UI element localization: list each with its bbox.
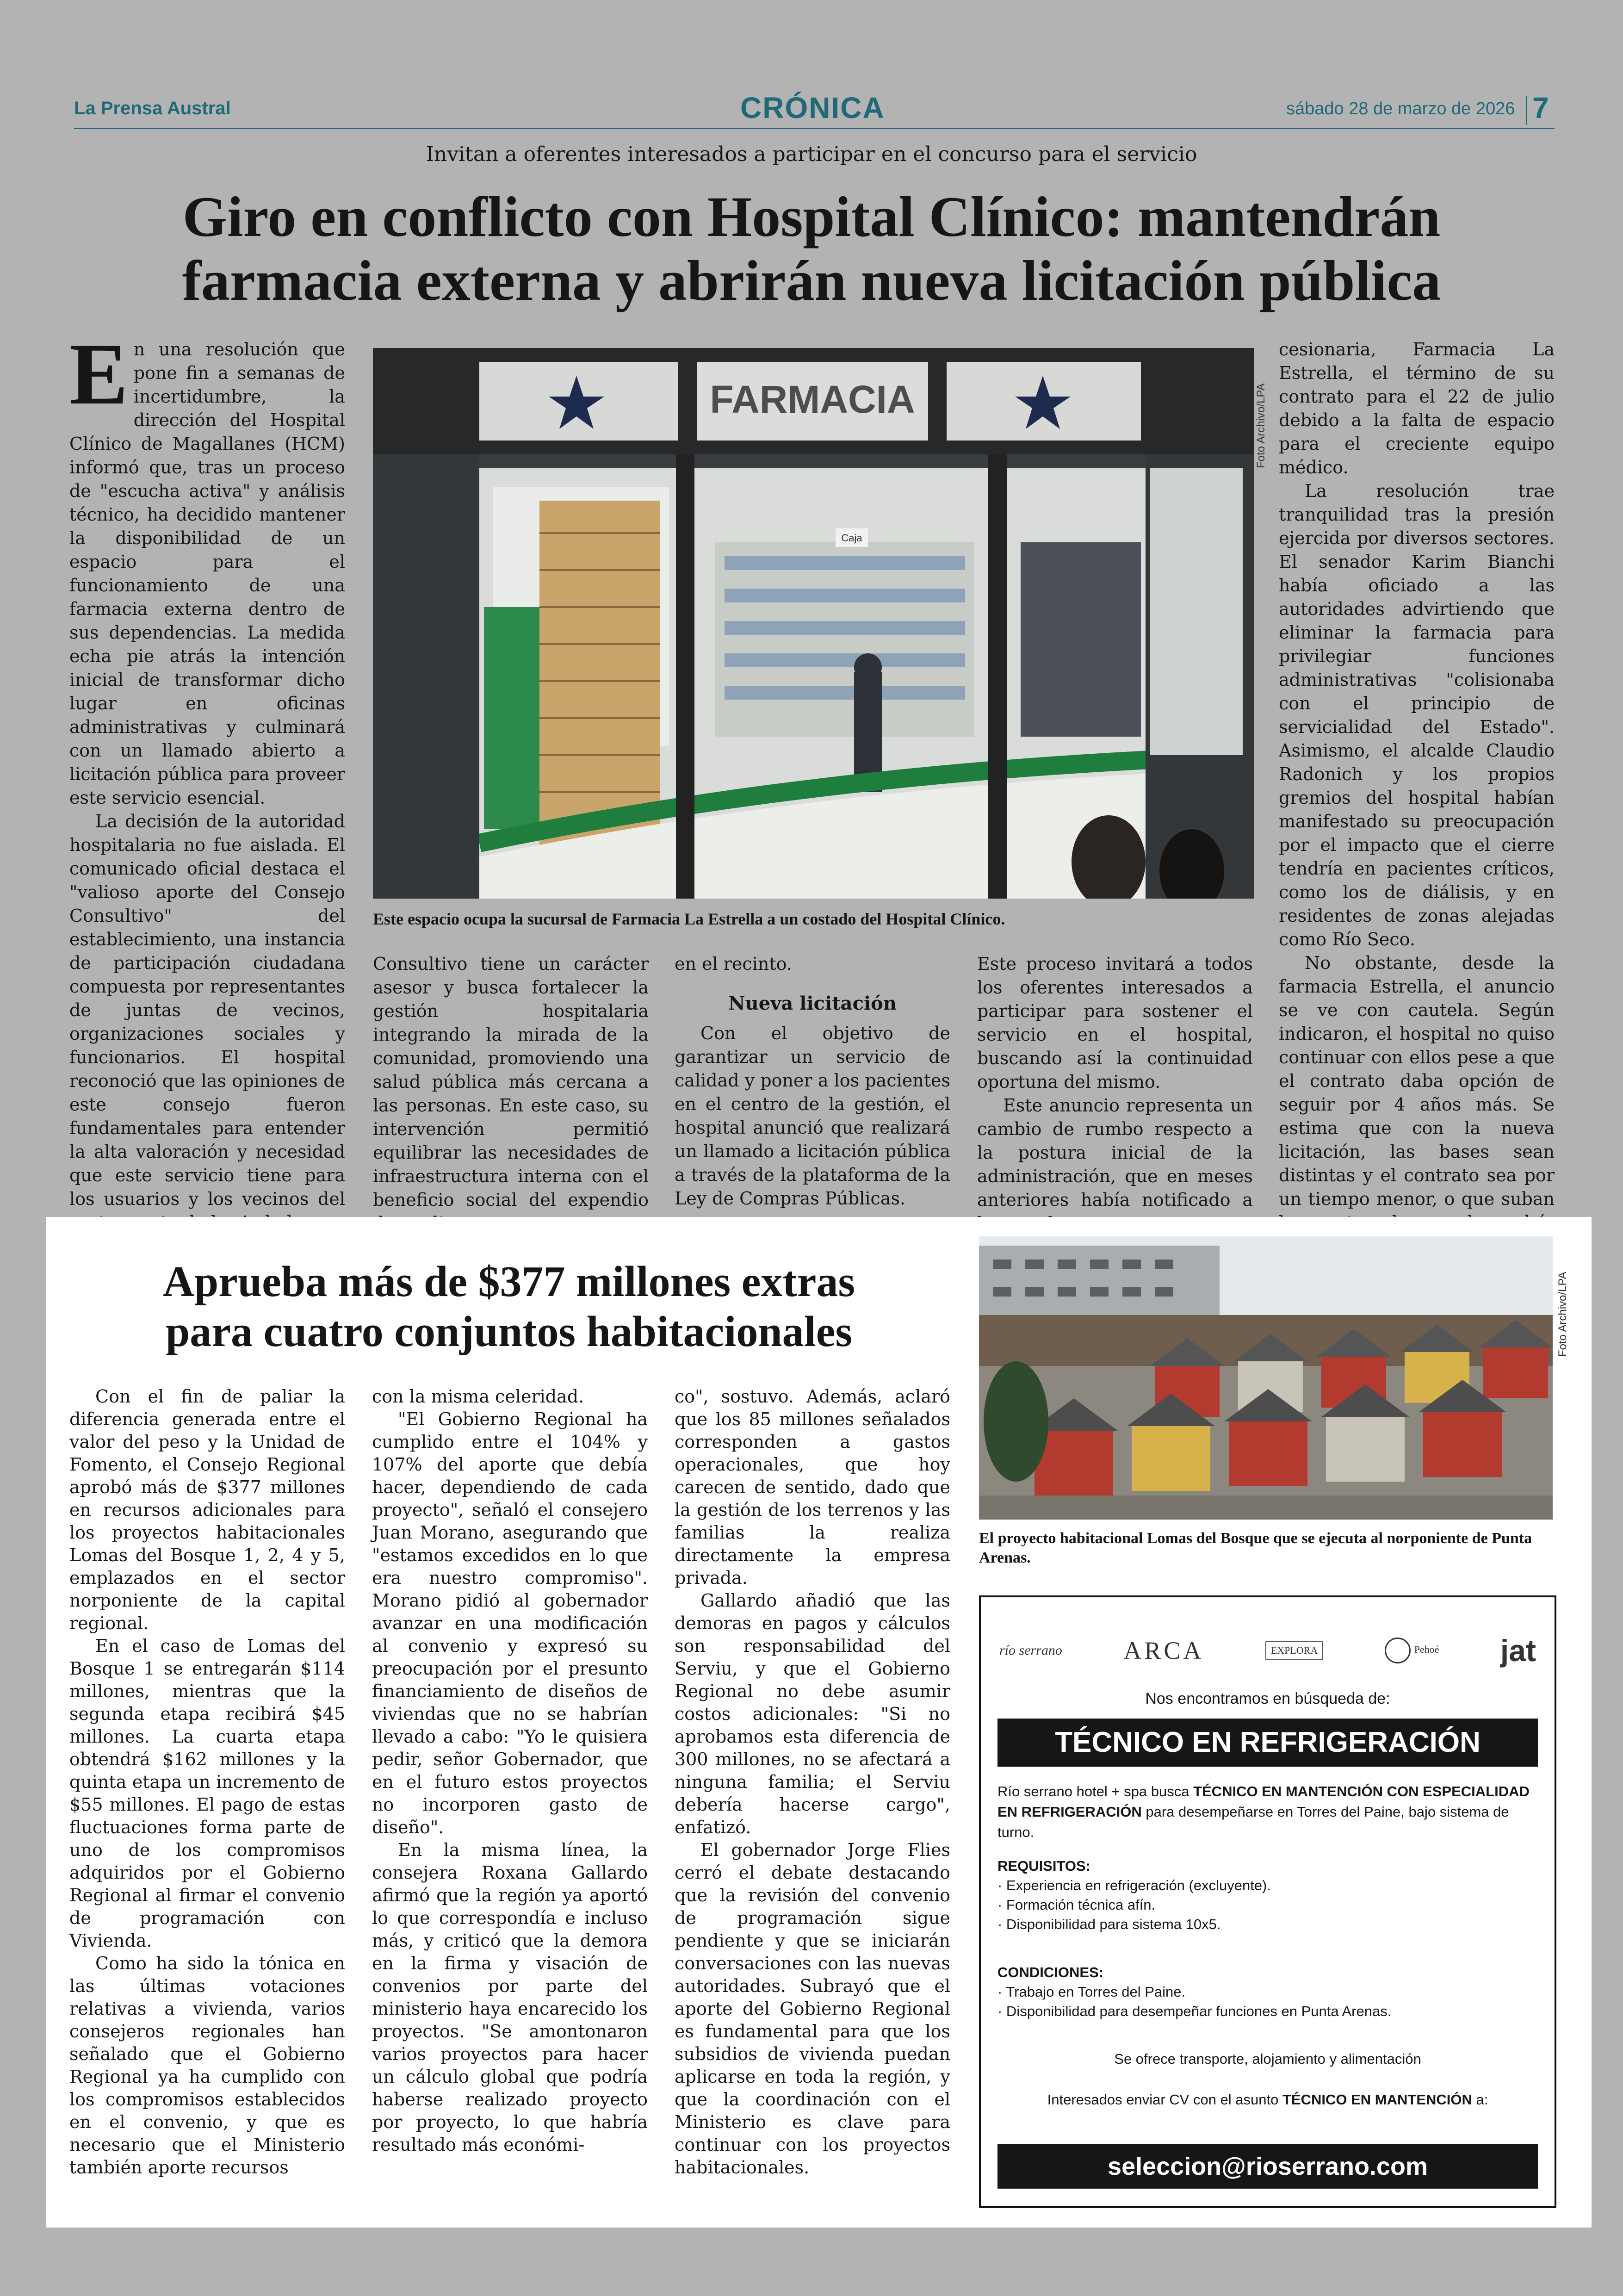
- headline-line-1: Giro en conflicto con Hospital Clínico: mantendrán: [182, 185, 1441, 248]
- explora-logo: EXPLORA: [1265, 1641, 1323, 1660]
- article2-paragraph: co", sostuvo. Además, aclaró que los 85 millones señalados corresponden a gastos operacionales, que hoy carecen de sentido, dado que la gestión de los terrenos y las familias la realiza directamente la empresa privada.: [675, 1386, 950, 1588]
- article1-column-5: [1279, 338, 1555, 1217]
- article2-paragraph: Gallardo añadió que las demoras en pagos y cálculos son responsabilidad del Serviu, y que el Gobierno Regional no debe asumir costos adicionales: "Si no aprobamos esta diferencia de 300 millones, no se afectará a ninguna familia; el Serviu debería hacerse cargo", enfatizó.: [675, 1590, 950, 1837]
- condition-item: · Trabajo en Torres del Paine.: [997, 1984, 1186, 2000]
- article-headline: [93, 185, 1530, 313]
- article2-column-1: [69, 1385, 345, 2214]
- condition-item: · Disponibilidad para desempeñar funciones en Punta Arenas.: [997, 2003, 1392, 2019]
- housing-headline: [139, 1257, 879, 1357]
- article2-paragraph: En la misma línea, la consejera Roxana Gallardo afirmó que la región ya aportó lo que correspondía e incluso más, y criticó que la demora en la firma y visación de convenios por parte del ministerio haya encarecido los proyectos. "Se amontonaron varios proyectos para hacer un cálculo global que podría haberse realizado proyecto por proyecto, lo que habría resultado más económi-: [372, 1840, 648, 2155]
- article2-paragraph: En el caso de Lomas del Bosque 1 se entregarán $114 millones, mientras que la segunda etapa recibirá $45 millones. La cuarta etapa obtendrá $162 millones y la quinta etapa un incremento de $55 millones. El pago de estas fluctuaciones forma parte de uno de los compromisos adquiridos por el Gobierno Regional al firmar el convenio de programación con Vivienda.: [69, 1636, 345, 1951]
- conditions-title: CONDICIONES:: [997, 1964, 1104, 1980]
- ad-requirements: [997, 1856, 1538, 1934]
- article1-paragraph: La resolución trae tranquilidad tras la presión ejercida por diversos sectores. El senador Karim Bianchi había oficiado a las autoridades advirtiendo que eliminar la farmacia para privilegiar funciones administrativas "colisionaba con el principio de servicialidad del Estado". Asimismo, el alcalde Claudio Radonich y los propios gremios del hospital habían manifestado su preocupación por el impacto que el cierre tendría en pacientes críticos, como los de diálisis, y en residentes de zonas alejadas como Río Seco.: [1279, 481, 1555, 949]
- article1-paragraph: Con el objetivo de garantizar un servicio de calidad y poner a los pacientes en el centro de la gestión, el hospital anunció que realizará un llamado a licitación pública a través de la plataforma de la Ley de Compras Públicas.: [675, 1023, 950, 1209]
- ad-offer: Se ofrece transporte, alojamiento y alimentación: [1114, 2051, 1421, 2067]
- article1-paragraph: Consultivo tiene un carácter asesor y busca fortalecer la gestión hospitalaria integrando la mirada de la comunidad, promoviendo una salud pública más cercana a las personas. En este caso, su intervención permitió equilibrar las necesidades de infraestructura interna con el beneficio social del expendio: [373, 954, 649, 1210]
- article2-paragraph: El gobernador Jorge Flies cerró el debate destacando que la revisión del convenio de programación sigue pendiente y que se iniciarán conversaciones con las nuevas autoridades. Subrayó que el aporte del Gobierno Regional es fundamental para que los subsidios de vivienda puedan aplicarse en toda la región, y que la coordinación con el Ministerio es clave para continuar con los proyectos habitacionales.: [675, 1840, 950, 2178]
- housing-photo-art: [979, 1236, 1553, 1520]
- ad-email-link[interactable]: seleccion@rioserrano.com: [997, 2144, 1538, 2189]
- photo-caption: Este espacio ocupa la sucursal de Farmacia La Estrella a un costado del Hospital Clínico.: [373, 910, 1005, 928]
- article1-paragraph: No obstante, desde la farmacia Estrella, el anuncio se ve con cautela. Según indicaron, el hospital no quiso continuar con ellos pese a que el contrato daba opción de seguir por 4 años más. Se estima que con la nueva licitación, las bases sean distintas y el contrato sea por un tiempo menor, o que suban: [1279, 951, 1555, 1282]
- housing-headline-line-2: para cuatro conjuntos habitacionales: [165, 1308, 853, 1356]
- ad-job-title: TÉCNICO EN REFRIGERACIÓN: [997, 1719, 1538, 1767]
- article1-column-1: [69, 326, 345, 1209]
- rio-serrano-logo: río serrano: [999, 1643, 1062, 1658]
- publication-date: sábado 28 de marzo de 2026: [1286, 99, 1515, 118]
- ad-intro: Nos encontramos en búsqueda de:: [1145, 1690, 1390, 1707]
- header-separator: [1526, 96, 1527, 125]
- article2-paragraph: con la misma celeridad.: [372, 1386, 584, 1407]
- article1-column-2: [373, 952, 649, 1211]
- article1-column-3: [675, 952, 950, 1211]
- sponsor-logos: [999, 1625, 1536, 1676]
- ad-send-instructions: Interesados enviar CV con el asunto TÉCNICO EN MANTENCIÓN a:: [1047, 2091, 1488, 2108]
- requirement-item: · Disponibilidad para sistema 10x5.: [997, 1916, 1221, 1932]
- pharmacy-photo-art: [373, 348, 1254, 899]
- article2-paragraph: "El Gobierno Regional ha cumplido entre el 104% y 107% del aporte que debía hacer, dependiendo de cada proyecto", señaló el consejero Juan Morano, asegurando que "estamos excedidos en lo que era nuestro compromiso". Morano pidió al gobernador avanzar en una modificación al convenio y expresó su preocupación por el presunto financiamiento de diseños de viviendas que no se habrían llevado a cabo: "Yo le quisiera pedir, señor Gobernador, que en el futuro estos proyectos no incorporen gasto de diseño".: [372, 1409, 648, 1837]
- jat-logo: jat: [1500, 1633, 1536, 1668]
- article2-column-3: [675, 1385, 950, 2214]
- job-advertisement: [979, 1595, 1556, 2208]
- article1-subhead: Nueva licitación: [728, 993, 897, 1014]
- newspaper-brand: La Prensa Austral: [74, 98, 231, 118]
- housing-photo-caption: El proyecto habitacional Lomas del Bosque que se ejecuta al norponiente de Punta Arenas.: [979, 1530, 1532, 1566]
- article2-paragraph: Como ha sido la tónica en las últimas votaciones relativas a vivienda, varios consejeros regionales han señalado que el Gobierno Regional ya ha cumplido con los compromisos establecidos en el convenio, y que es necesario que el Ministerio también aporte recursos: [69, 1953, 345, 2178]
- header-rule: [74, 128, 1555, 129]
- photo-credit: Foto Archivo/LPA: [1255, 383, 1267, 468]
- article1-paragraph: en el recinto.: [675, 954, 792, 974]
- pehoe-circle-icon: [1385, 1638, 1411, 1663]
- article1-paragraph: La decisión de la autoridad hospitalaria no fue aislada. El comunicado oficial destaca el "valioso aporte del Consejo Consultivo" del establecimiento, una instancia de participación ciudadana compuesta por representantes de juntas de vecinos, organizaciones sociales y funcionarios. El hospital reconoció que las opiniones de este consejo fueron fundamentales para entender la alta valoración y necesidad que este servicio tiene para los usuarios y los vecinos del: [69, 811, 345, 1209]
- article-kicker: Invitan a oferentes interesados a participar en el concurso para el servicio: [426, 143, 1197, 166]
- article1-paragraph: En una resolución que pone fin a semanas de incertidumbre, la dirección del Hospital Clínico de Magallanes (HCM) informó que, tras un proceso de "escucha activa" y análisis técnico, ha decidido mantener la disponibilidad de un espacio para el funcionamiento de una farmacia externa dentro de sus dependencias. La medida echa pie atrás la intención inicial de transformar dicho lugar en oficinas administrativas y culminará con un llamado abierto a licitación pública para proveer este servicio esencial.: [69, 326, 345, 808]
- housing-photo-credit: Foto Archivo/LPA: [1556, 1272, 1569, 1357]
- photo-sign-text: FARMACIA: [710, 378, 915, 421]
- arca-logo: ARCA: [1123, 1637, 1204, 1664]
- headline-line-2: farmacia externa y abrirán nueva licitación pública: [182, 249, 1441, 312]
- article1-column-4: [977, 952, 1253, 1211]
- requirement-item: · Formación técnica afín.: [997, 1897, 1156, 1913]
- section-title: CRÓNICA: [740, 91, 885, 124]
- ad-conditions: [997, 1963, 1538, 2021]
- housing-headline-line-1: Aprueba más de $377 millones extras: [162, 1258, 855, 1306]
- requirements-title: REQUISITOS:: [997, 1858, 1090, 1874]
- housing-photo: [979, 1236, 1553, 1520]
- article1-paragraph: Este anuncio representa un cambio de rumbo respecto a la postura inicial de la administración, que en meses anteriores había notificado a: [977, 1095, 1253, 1210]
- ad-description: Río serrano hotel + spa busca TÉCNICO EN MANTENCIÓN CON ESPECIALIDAD EN REFRIGERACIÓN para desempeñarse en Torres del Paine, bajo sistema de turno.: [997, 1783, 1530, 1840]
- article1-paragraph: Este proceso invitará a todos los oferentes interesados a participar para sostener el servicio en el hospital, buscando así la continuidad oportuna del mismo.: [977, 954, 1253, 1092]
- pharmacy-photo: [373, 348, 1254, 899]
- article1-paragraph: cesionaria, Farmacia La Estrella, el término de su contrato para el 22 de julio debido a la falta de espacio para el creciente equipo médico.: [1279, 339, 1555, 478]
- drop-cap: E: [69, 326, 128, 423]
- page-number: 7: [1532, 91, 1549, 124]
- article2-column-2: [372, 1385, 648, 2214]
- requirement-item: · Experiencia en refrigeración (excluyente).: [997, 1877, 1271, 1893]
- photo-caja-sign: Caja: [841, 532, 862, 544]
- pehoe-logo: Pehoé: [1385, 1638, 1439, 1663]
- article2-paragraph: Con el fin de paliar la diferencia generada entre el valor del peso y la Unidad de Fomento, el Consejo Regional aprobó más de $377 millones en recursos adicionales para los proyectos habitacionales Lomas del Bosque 1, 2, 4 y 5, emplazados en el sector norponiente de la capital regional.: [69, 1386, 345, 1633]
